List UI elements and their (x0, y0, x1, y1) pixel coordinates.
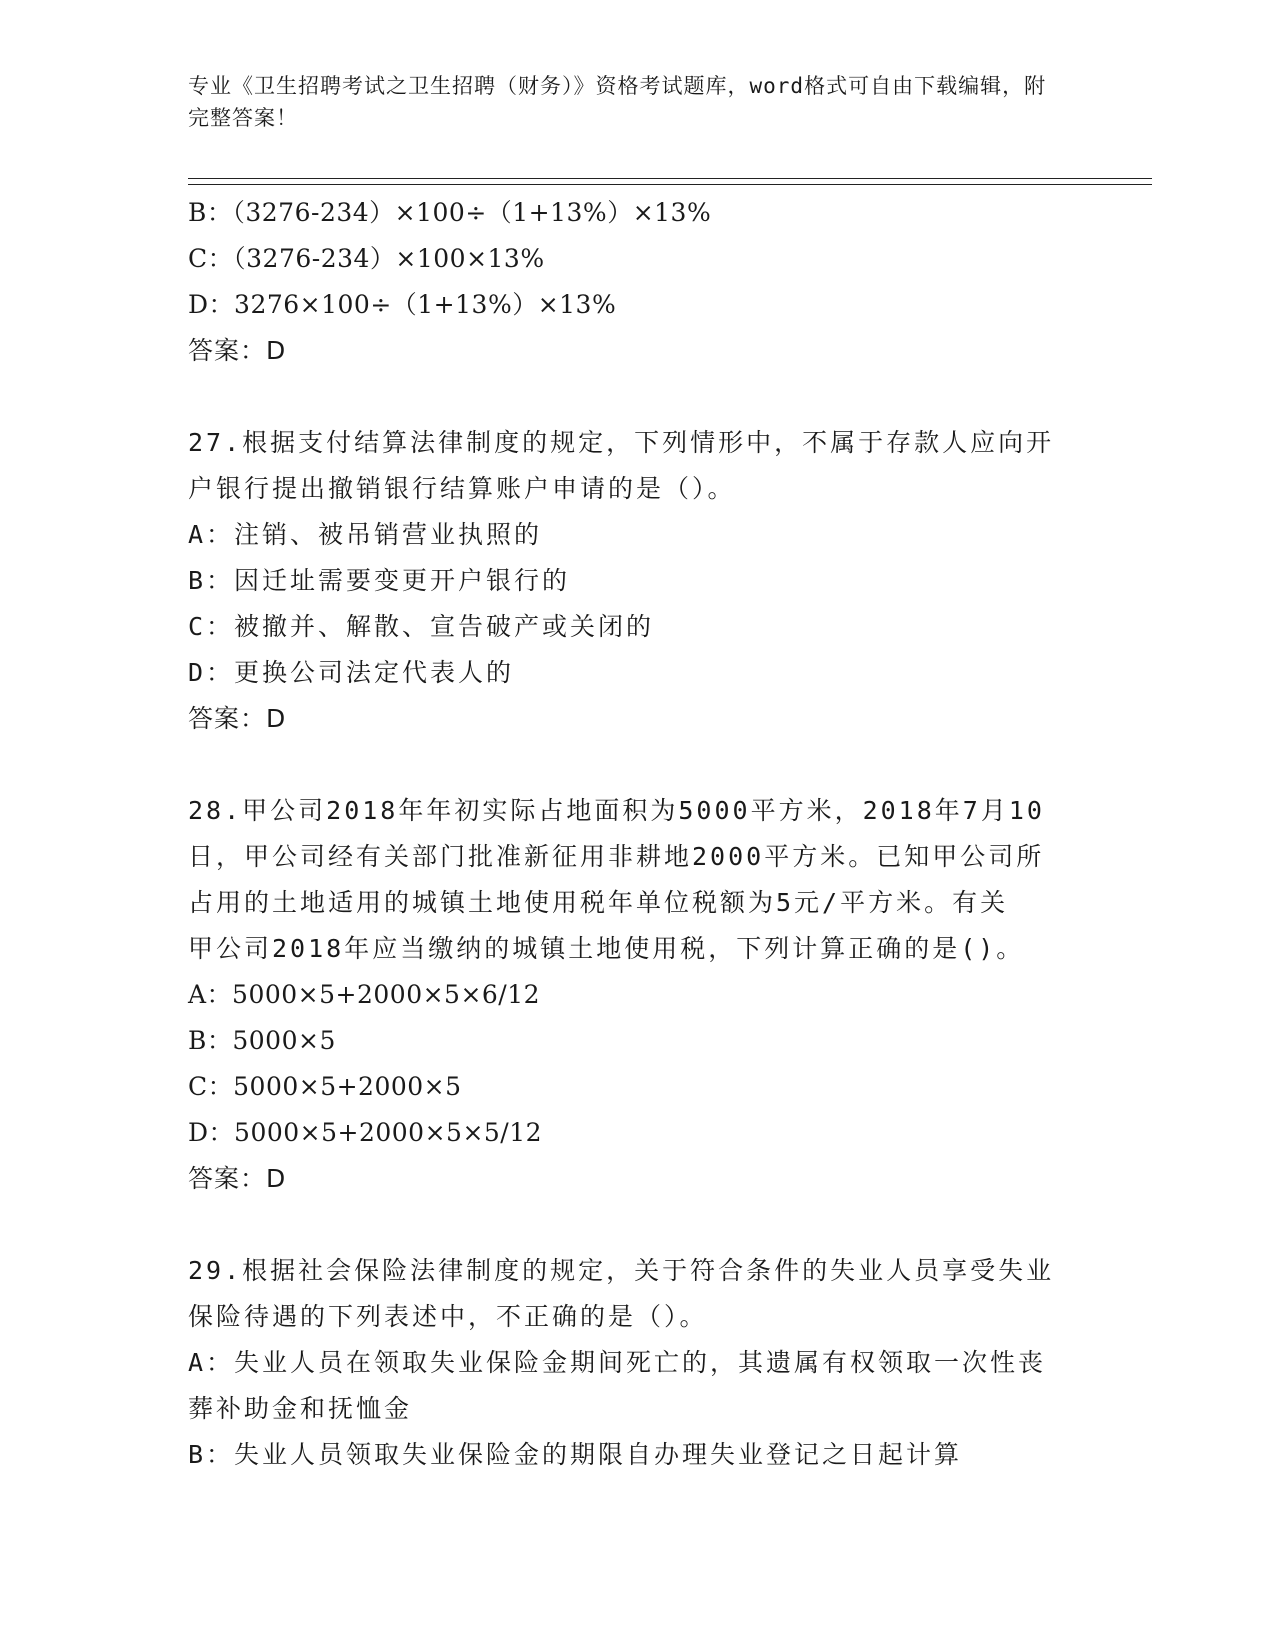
q27-option-c: C：被撤并、解散、宣告破产或关闭的 (188, 612, 655, 641)
q27-stem-line1: 27.根据支付结算法律制度的规定，下列情形中，不属于存款人应向开 (188, 428, 1055, 457)
q28-option-a: A：5000×5+2000×5×6/12 (188, 980, 541, 1009)
q29-option-a-line2: 葬补助金和抚恤金 (188, 1394, 413, 1423)
document-header: 专业《卫生招聘考试之卫生招聘（财务）》资格考试题库，word格式可自由下载编辑，附完整答案！ (188, 74, 1047, 130)
q26-answer: 答案：D (188, 336, 287, 365)
question-content (188, 190, 1088, 1478)
spacer (188, 1202, 1088, 1248)
q26-option-c: C：（3276-234）×100×13% (188, 244, 545, 273)
q28-stem-line3: 占用的土地适用的城镇土地使用税年单位税额为5元/平方米。有关 (188, 888, 1009, 917)
q28-option-d: D：5000×5+2000×5×5/12 (188, 1118, 543, 1147)
q28-answer: 答案：D (188, 1164, 287, 1193)
q29-option-a-line1: A：失业人员在领取失业保险金期间死亡的，其遗属有权领取一次性丧 (188, 1348, 1047, 1377)
q29-stem-line2: 保险待遇的下列表述中，不正确的是（）。 (188, 1302, 708, 1331)
q27-option-a: A：注销、被吊销营业执照的 (188, 520, 543, 549)
q28-stem-line2: 日，甲公司经有关部门批准新征用非耕地2000平方米。已知甲公司所 (188, 842, 1045, 871)
header-divider-bottom (188, 184, 1152, 185)
q28-stem-line4: 甲公司2018年应当缴纳的城镇土地使用税，下列计算正确的是()。 (188, 934, 1025, 963)
q26-option-d: D：3276×100÷（1+13%）×13% (188, 290, 617, 319)
q28-option-b: B：5000×5 (188, 1026, 336, 1055)
q27-stem-line2: 户银行提出撤销银行结算账户申请的是（）。 (188, 474, 736, 503)
q27-option-d: D：更换公司法定代表人的 (188, 658, 515, 687)
q27-option-b: B：因迁址需要变更开户银行的 (188, 566, 571, 595)
q29-stem-line1: 29.根据社会保险法律制度的规定，关于符合条件的失业人员享受失业 (188, 1256, 1055, 1285)
header-divider-top (188, 178, 1152, 179)
q29-option-b: B：失业人员领取失业保险金的期限自办理失业登记之日起计算 (188, 1440, 963, 1469)
q28-option-c: C：5000×5+2000×5 (188, 1072, 462, 1101)
q26-option-b: B：（3276-234）×100÷（1+13%）×13% (188, 198, 712, 227)
spacer (188, 374, 1088, 420)
spacer (188, 742, 1088, 788)
q27-answer: 答案：D (188, 704, 287, 733)
q28-stem-line1: 28.甲公司2018年年初实际占地面积为5000平方米，2018年7月10 (188, 796, 1045, 825)
